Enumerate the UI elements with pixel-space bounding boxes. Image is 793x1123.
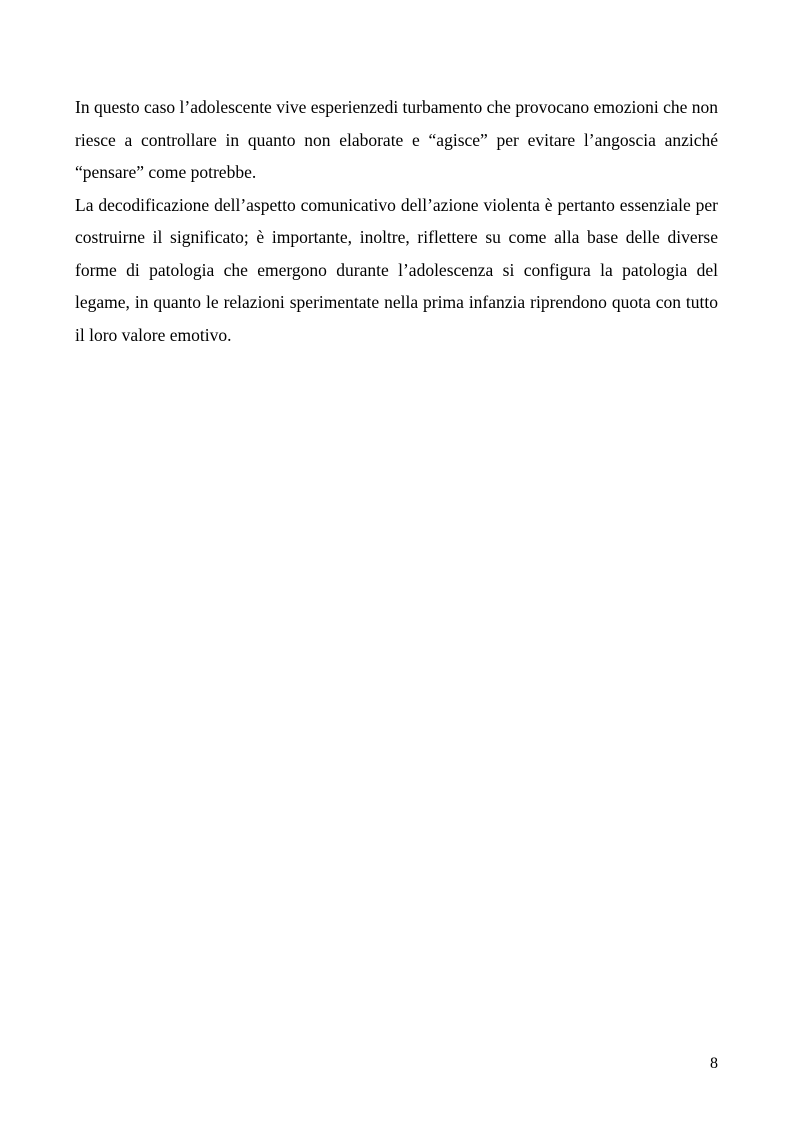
paragraph-1: In questo caso l’adolescente vive esperienzedi turbamento che provocano emozioni che non riesce a controllare in quanto non elaborate e “agisce” per evitare l’angoscia anziché “pensare” come potrebbe.: [75, 97, 718, 182]
paragraph-2: La decodificazione dell’aspetto comunicativo dell’azione violenta è pertanto essenziale per costruirne il significato; è importante, inoltre, riflettere su come alla base delle diverse forme di patologia che emergono durante l’adolescenza si configura la patologia del legame, in quanto le relazioni sperimentate nella prima infanzia riprendono quota con tutto il loro valore emotivo.: [75, 194, 718, 345]
page-number: 8: [710, 1055, 718, 1072]
body-text: [75, 91, 718, 351]
